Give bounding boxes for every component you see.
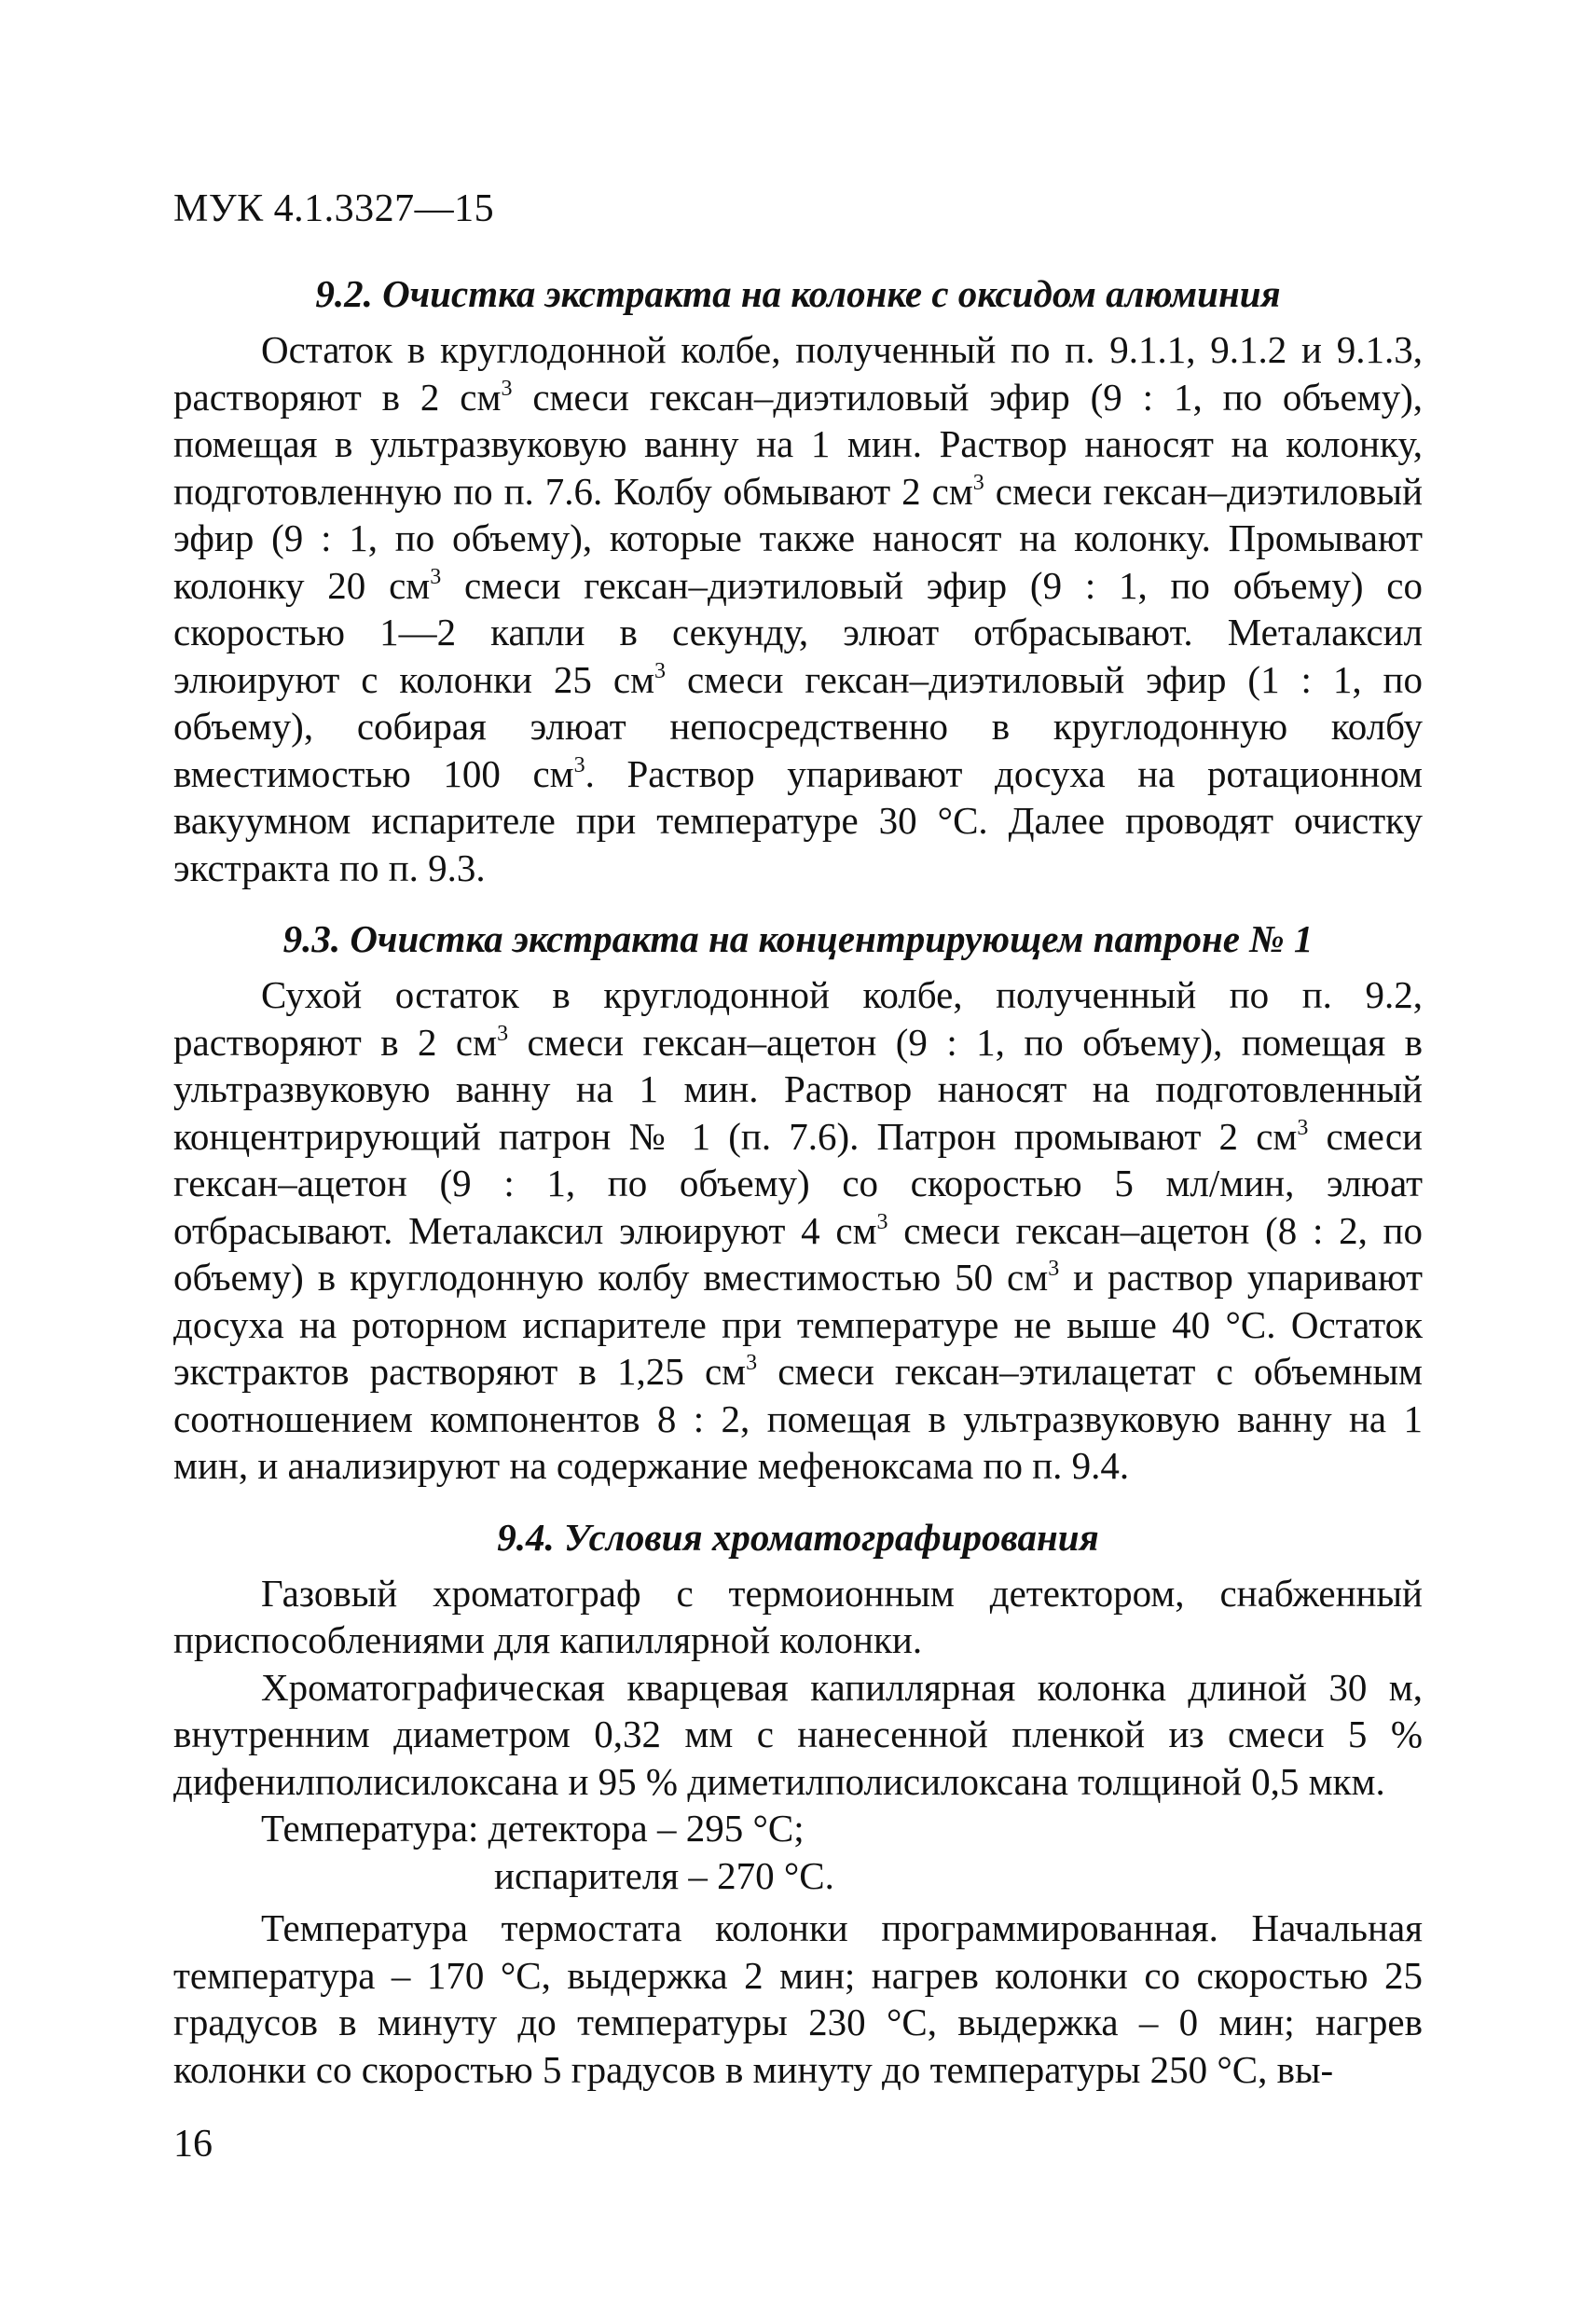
- running-header: МУК 4.1.3327—15: [173, 187, 495, 230]
- paragraph: Температура термостата колонки программированная. Начальная температура – 170 °С, выдержка 2 мин; нагрев колонки со скоростью 25 градусов в минуту до температуры 230 °С, выдержка – 0 мин; нагрев колонки со скоростью 5 градусов в минуту до температуры 250 °С, вы-: [173, 1906, 1423, 2091]
- section-heading: 9.4. Условия хроматографирования: [497, 1515, 1099, 1559]
- section-heading: 9.3. Очистка экстракта на концентрирующем патроне № 1: [282, 917, 1314, 960]
- section-9-4: [173, 1514, 1423, 2094]
- section-9-3: [173, 915, 1423, 1490]
- paragraph: Сухой остаток в круглодонной колбе, полученный по п. 9.2, растворяют в 2 $см^3$ смеси гексан–ацетон (9 : 1, по объему), помещая в ультразвуковую ванну на 1 мин. Раствор наносят на подготовленный концентрирующий патрон № 1 (п. 7.6). Патрон промывают 2 $см^3$ смеси гексан–ацетон (9 : 1, по объему) со скоростью 5 мл/мин, элюат отбрасывают. Металаксил элюируют 4 $см^3$ смеси гексан–ацетон (8 : 2, по объему) в круглодонную колбу вместимостью 50 $см^3$ и раствор упаривают досуха на роторном испарителе при температуре не выше 40 °С. Остаток экстрактов растворяют в 1,25 $см^3$ смеси гексан–этилацетат с объемным соотношением компонентов 8 : 2, помещая в ультразвуковую ванну на 1 мин, и анализируют на содержание мефеноксама по п. 9.4.: [173, 973, 1423, 1487]
- paragraph: Газовый хроматограф с термоионным детектором, снабженный приспособлениями для капиллярной колонки.: [173, 1571, 1423, 1661]
- section-heading: 9.2. Очистка экстракта на колонке с оксидом алюминия: [315, 272, 1281, 315]
- temperature-block: [173, 1805, 1423, 1899]
- section-9-2: [173, 270, 1423, 891]
- paragraph: Остаток в круглодонной колбе, полученный по п. 9.1.1, 9.1.2 и 9.1.3, растворяют в 2 $см^3$ смеси гексан–диэтиловый эфир (9 : 1, по объему), помещая в ультразвуковую ванну на 1 мин. Раствор наносят на колонку, подготовленную по п. 7.6. Колбу обмывают 2 $см^3$ смеси гексан–диэтиловый эфир (9 : 1, по объему), которые также наносят на колонку. Промывают колонку 20 $см^3$ смеси гексан–диэтиловый эфир (9 : 1, по объему) со скоростью 1—2 капли в секунду, элюат отбрасывают. Металаксил элюируют с колонки 25 $см^3$ смеси гексан–диэтиловый эфир (1 : 1, по объему), собирая элюат непосредственно в круглодонную колбу вместимостью 100 $см^3$. Раствор упаривают досуха на ротационном вакуумном испарителе при температуре 30 °С. Далее проводят очистку экстракта по п. 9.3.: [173, 328, 1424, 889]
- temperature-detector-line: Температура: детектора – 295 °С;: [261, 1807, 805, 1850]
- paragraph: Хроматографическая кварцевая капиллярная колонка длиной 30 м, внутренним диаметром 0,32 мм с нанесенной пленкой из смеси 5 % дифенилполисилоксана и 95 % диметилполисилоксана толщиной 0,5 мкм.: [173, 1665, 1423, 1803]
- document-body: [173, 270, 1423, 2117]
- temperature-evaporator-line: испарителя – 270 °С.: [494, 1853, 834, 1897]
- page-number: 16: [173, 2123, 213, 2166]
